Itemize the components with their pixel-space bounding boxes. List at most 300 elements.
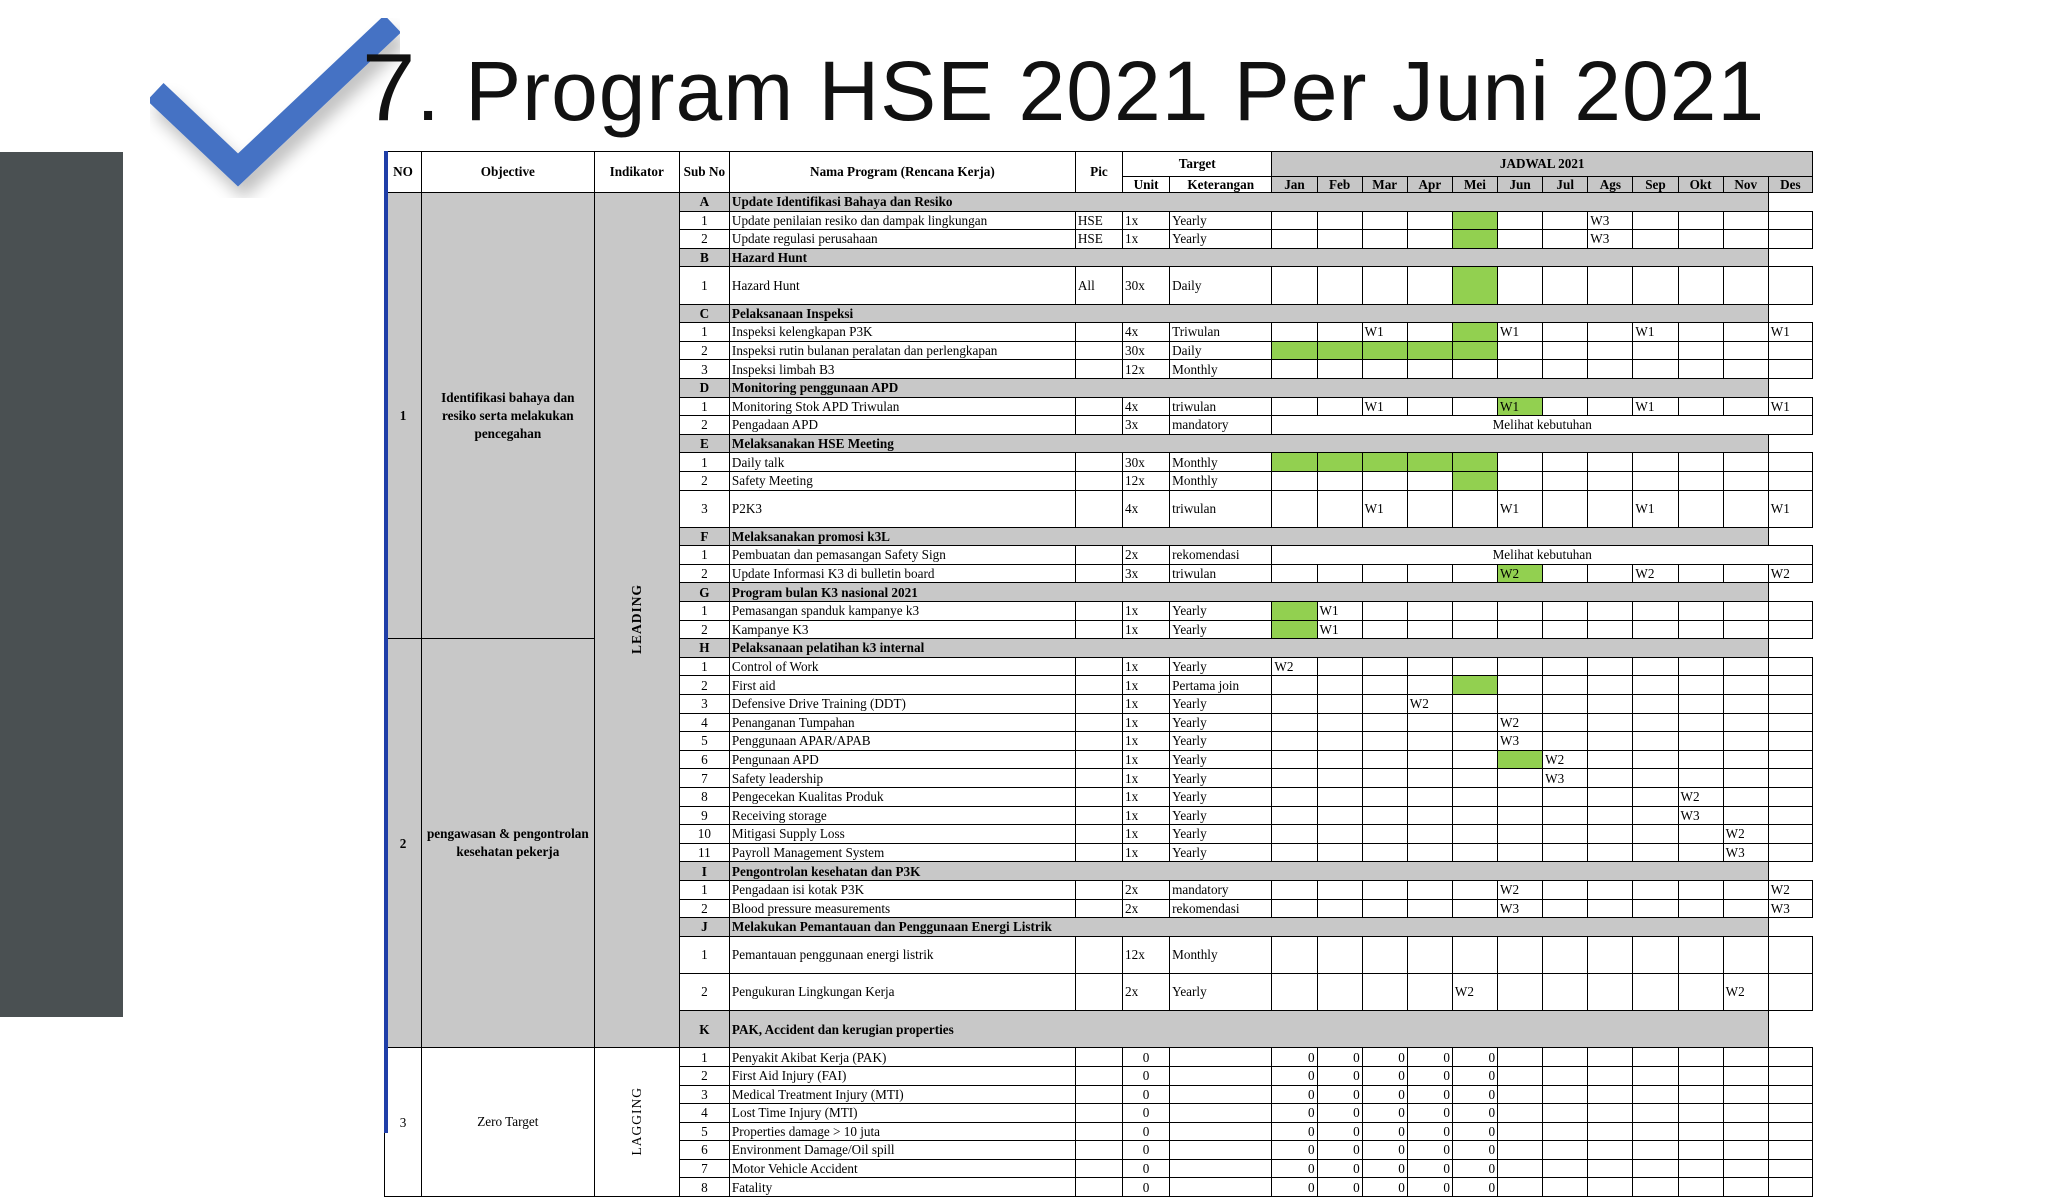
month-cell-feb: W1	[1317, 602, 1362, 621]
target-keterangan: Yearly	[1170, 620, 1272, 639]
month-cell-mei	[1452, 713, 1497, 732]
program-name: Safety leadership	[729, 769, 1075, 788]
month-cell-okt	[1678, 973, 1723, 1010]
month-cell-ags	[1588, 453, 1633, 472]
target-keterangan: Yearly	[1170, 769, 1272, 788]
month-cell-apr: 0	[1407, 1122, 1452, 1141]
month-cell-sep	[1633, 973, 1678, 1010]
month-cell-okt	[1678, 323, 1723, 342]
month-cell-feb	[1317, 843, 1362, 862]
target-keterangan	[1170, 1159, 1272, 1178]
month-cell-nov	[1723, 1104, 1768, 1123]
month-cell-des	[1768, 1159, 1812, 1178]
month-cell-mei: 0	[1452, 1104, 1497, 1123]
month-cell-jan: W2	[1272, 657, 1317, 676]
month-cell-mar	[1362, 769, 1407, 788]
month-cell-ags	[1588, 1141, 1633, 1160]
month-cell-sep	[1633, 880, 1678, 899]
month-cell-ags	[1588, 1066, 1633, 1085]
pic-cell	[1075, 1048, 1122, 1067]
month-cell-jul	[1543, 899, 1588, 918]
month-cell-mei: 0	[1452, 1048, 1497, 1067]
month-cell-apr	[1407, 267, 1452, 304]
month-header: Jul	[1543, 177, 1588, 193]
month-cell-ags	[1588, 620, 1633, 639]
month-cell-feb	[1317, 564, 1362, 583]
month-cell-jul	[1543, 230, 1588, 249]
month-cell-mar	[1362, 230, 1407, 249]
program-name: P2K3	[729, 490, 1075, 527]
target-keterangan: triwulan	[1170, 397, 1272, 416]
sub-no: 2	[679, 620, 729, 639]
month-cell-mar: 0	[1362, 1085, 1407, 1104]
month-cell-mar: 0	[1362, 1159, 1407, 1178]
target-unit: 12x	[1123, 360, 1170, 379]
section-letter: H	[679, 639, 729, 658]
sub-no: 5	[679, 1122, 729, 1141]
month-cell-apr	[1407, 657, 1452, 676]
month-cell-ags	[1588, 360, 1633, 379]
month-cell-sep	[1633, 899, 1678, 918]
program-name: Environment Damage/Oil spill	[729, 1141, 1075, 1160]
month-cell-des	[1768, 602, 1812, 621]
month-cell-sep	[1633, 843, 1678, 862]
month-cell-mar	[1362, 657, 1407, 676]
month-cell-jan	[1272, 453, 1317, 472]
section-title: Pelaksanaan pelatihan k3 internal	[729, 639, 1768, 658]
month-cell-jun	[1498, 825, 1543, 844]
target-keterangan: Yearly	[1170, 657, 1272, 676]
month-cell-ags	[1588, 880, 1633, 899]
target-unit: 1x	[1123, 602, 1170, 621]
month-cell-des	[1768, 1141, 1812, 1160]
title-number: 7	[362, 34, 417, 141]
month-cell-ags: W3	[1588, 211, 1633, 230]
month-cell-jun	[1498, 843, 1543, 862]
month-header: Des	[1768, 177, 1812, 193]
month-cell-nov: W3	[1723, 843, 1768, 862]
month-cell-feb	[1317, 936, 1362, 973]
section-letter: E	[679, 434, 729, 453]
sidebar-bar	[0, 152, 123, 1017]
month-cell-mei	[1452, 471, 1497, 490]
target-unit: 1x	[1123, 732, 1170, 751]
month-cell-mar	[1362, 899, 1407, 918]
target-unit: 0	[1123, 1122, 1170, 1141]
month-header: Nov	[1723, 177, 1768, 193]
month-cell-mar	[1362, 843, 1407, 862]
program-name: Monitoring Stok APD Triwulan	[729, 397, 1075, 416]
month-cell-mar	[1362, 713, 1407, 732]
month-cell-mei	[1452, 453, 1497, 472]
month-cell-des	[1768, 732, 1812, 751]
month-cell-apr	[1407, 936, 1452, 973]
pic-cell	[1075, 695, 1122, 714]
month-cell-ags	[1588, 1159, 1633, 1178]
month-cell-des	[1768, 806, 1812, 825]
month-cell-ags	[1588, 1085, 1633, 1104]
target-unit: 0	[1123, 1085, 1170, 1104]
month-cell-mar	[1362, 695, 1407, 714]
month-cell-apr	[1407, 750, 1452, 769]
month-cell-jan	[1272, 564, 1317, 583]
month-cell-nov	[1723, 341, 1768, 360]
month-cell-nov	[1723, 360, 1768, 379]
header-nama-program: Nama Program (Rencana Kerja)	[729, 152, 1075, 193]
program-name: Properties damage > 10 juta	[729, 1122, 1075, 1141]
month-cell-jul	[1543, 1066, 1588, 1085]
month-cell-mei	[1452, 564, 1497, 583]
month-cell-ags	[1588, 1104, 1633, 1123]
program-name: Penyakit Akibat Kerja (PAK)	[729, 1048, 1075, 1067]
month-cell-jan	[1272, 490, 1317, 527]
pic-cell	[1075, 880, 1122, 899]
pic-cell	[1075, 973, 1122, 1010]
schedule-note: Melihat kebutuhan	[1272, 416, 1813, 435]
month-cell-jan	[1272, 267, 1317, 304]
pic-cell	[1075, 1178, 1122, 1197]
month-cell-mar	[1362, 267, 1407, 304]
month-cell-okt	[1678, 564, 1723, 583]
sub-no: 8	[679, 788, 729, 807]
month-cell-jun	[1498, 657, 1543, 676]
pic-cell	[1075, 806, 1122, 825]
month-cell-nov	[1723, 397, 1768, 416]
target-keterangan: Monthly	[1170, 471, 1272, 490]
target-keterangan: Monthly	[1170, 453, 1272, 472]
month-cell-des: W1	[1768, 397, 1812, 416]
month-cell-mar	[1362, 880, 1407, 899]
month-cell-jan: 0	[1272, 1085, 1317, 1104]
month-cell-jul	[1543, 453, 1588, 472]
month-cell-apr: 0	[1407, 1141, 1452, 1160]
month-cell-sep	[1633, 1122, 1678, 1141]
month-cell-feb	[1317, 806, 1362, 825]
month-cell-nov	[1723, 695, 1768, 714]
month-cell-jul	[1543, 880, 1588, 899]
pic-cell: HSE	[1075, 211, 1122, 230]
month-cell-ags	[1588, 267, 1633, 304]
month-cell-feb	[1317, 230, 1362, 249]
month-cell-ags	[1588, 676, 1633, 695]
month-cell-sep	[1633, 1066, 1678, 1085]
month-cell-jan	[1272, 936, 1317, 973]
target-unit: 4x	[1123, 323, 1170, 342]
program-name: First aid	[729, 676, 1075, 695]
sub-no: 1	[679, 657, 729, 676]
month-cell-jan: 0	[1272, 1048, 1317, 1067]
month-cell-jul	[1543, 267, 1588, 304]
month-cell-ags	[1588, 843, 1633, 862]
month-cell-mei	[1452, 341, 1497, 360]
program-name: Update penilaian resiko dan dampak lingkungan	[729, 211, 1075, 230]
month-cell-okt	[1678, 211, 1723, 230]
sub-no: 7	[679, 1159, 729, 1178]
month-cell-mar	[1362, 788, 1407, 807]
month-cell-nov: W2	[1723, 973, 1768, 1010]
month-cell-jan	[1272, 788, 1317, 807]
month-cell-des: W2	[1768, 880, 1812, 899]
month-cell-mei: 0	[1452, 1159, 1497, 1178]
program-name: Pengecekan Kualitas Produk	[729, 788, 1075, 807]
pic-cell	[1075, 397, 1122, 416]
month-cell-jan: 0	[1272, 1122, 1317, 1141]
month-cell-sep	[1633, 769, 1678, 788]
pic-cell	[1075, 416, 1122, 435]
target-unit: 1x	[1123, 825, 1170, 844]
month-cell-jul	[1543, 695, 1588, 714]
month-cell-nov: W2	[1723, 825, 1768, 844]
month-cell-ags	[1588, 750, 1633, 769]
month-cell-mar	[1362, 620, 1407, 639]
month-cell-mei	[1452, 657, 1497, 676]
month-cell-apr: 0	[1407, 1048, 1452, 1067]
section-title: PAK, Accident dan kerugian properties	[729, 1011, 1768, 1048]
month-cell-okt	[1678, 657, 1723, 676]
month-cell-jan: 0	[1272, 1178, 1317, 1197]
target-unit: 2x	[1123, 973, 1170, 1010]
target-unit: 1x	[1123, 769, 1170, 788]
month-cell-mei	[1452, 323, 1497, 342]
sub-no: 3	[679, 360, 729, 379]
month-cell-sep	[1633, 1178, 1678, 1197]
target-unit: 3x	[1123, 416, 1170, 435]
month-cell-mar: W1	[1362, 490, 1407, 527]
month-cell-apr	[1407, 843, 1452, 862]
target-keterangan: Pertama join	[1170, 676, 1272, 695]
target-unit: 1x	[1123, 806, 1170, 825]
month-cell-jun	[1498, 1141, 1543, 1160]
month-cell-jul	[1543, 620, 1588, 639]
month-cell-apr	[1407, 397, 1452, 416]
month-cell-mei	[1452, 360, 1497, 379]
objective-text: pengawasan & pengontrolan kesehatan pekerja	[422, 639, 594, 1048]
month-cell-apr	[1407, 471, 1452, 490]
section-title: Update Identifikasi Bahaya dan Resiko	[729, 193, 1768, 212]
target-unit: 0	[1123, 1066, 1170, 1085]
month-cell-des	[1768, 695, 1812, 714]
month-cell-des	[1768, 1048, 1812, 1067]
month-cell-sep	[1633, 1104, 1678, 1123]
month-cell-feb: 0	[1317, 1085, 1362, 1104]
month-cell-jan	[1272, 360, 1317, 379]
sub-no: 6	[679, 750, 729, 769]
month-cell-apr	[1407, 453, 1452, 472]
objective-text: Identifikasi bahaya dan resiko serta melakukan pencegahan	[422, 193, 594, 639]
indikator-lagging: LAGGING	[628, 1086, 644, 1156]
sub-no: 5	[679, 732, 729, 751]
month-cell-apr	[1407, 713, 1452, 732]
header-sub-no: Sub No	[679, 152, 729, 193]
month-cell-jul	[1543, 1104, 1588, 1123]
month-cell-des	[1768, 1085, 1812, 1104]
month-cell-feb	[1317, 769, 1362, 788]
target-unit: 2x	[1123, 880, 1170, 899]
month-cell-jun	[1498, 620, 1543, 639]
target-keterangan: Monthly	[1170, 360, 1272, 379]
month-cell-nov	[1723, 750, 1768, 769]
month-cell-jun	[1498, 1122, 1543, 1141]
sub-no: 2	[679, 471, 729, 490]
month-cell-apr: 0	[1407, 1104, 1452, 1123]
month-cell-apr	[1407, 602, 1452, 621]
month-cell-mar: 0	[1362, 1066, 1407, 1085]
month-cell-sep	[1633, 1048, 1678, 1067]
month-cell-jan: 0	[1272, 1066, 1317, 1085]
month-cell-jan	[1272, 713, 1317, 732]
month-header: Mar	[1362, 177, 1407, 193]
month-cell-sep	[1633, 936, 1678, 973]
section-title: Melaksanakan promosi k3L	[729, 527, 1768, 546]
month-cell-jul	[1543, 825, 1588, 844]
month-cell-ags	[1588, 490, 1633, 527]
month-cell-feb: 0	[1317, 1048, 1362, 1067]
target-unit: 30x	[1123, 453, 1170, 472]
month-cell-feb	[1317, 397, 1362, 416]
month-cell-jul	[1543, 788, 1588, 807]
month-cell-feb	[1317, 880, 1362, 899]
month-cell-jun: W1	[1498, 323, 1543, 342]
month-cell-jan	[1272, 769, 1317, 788]
month-cell-okt	[1678, 936, 1723, 973]
month-cell-okt	[1678, 230, 1723, 249]
target-unit: 3x	[1123, 564, 1170, 583]
month-cell-jun	[1498, 806, 1543, 825]
month-cell-okt	[1678, 825, 1723, 844]
month-cell-ags	[1588, 713, 1633, 732]
month-cell-jul	[1543, 471, 1588, 490]
month-cell-des	[1768, 973, 1812, 1010]
month-cell-mei: 0	[1452, 1141, 1497, 1160]
sub-no: 2	[679, 341, 729, 360]
month-cell-sep	[1633, 211, 1678, 230]
sub-no: 3	[679, 695, 729, 714]
month-cell-jan	[1272, 695, 1317, 714]
month-cell-mei	[1452, 825, 1497, 844]
month-cell-mar: W1	[1362, 397, 1407, 416]
month-cell-apr	[1407, 620, 1452, 639]
pic-cell: HSE	[1075, 230, 1122, 249]
month-cell-sep	[1633, 825, 1678, 844]
section-title: Melaksanakan HSE Meeting	[729, 434, 1768, 453]
month-cell-nov	[1723, 713, 1768, 732]
month-cell-sep	[1633, 695, 1678, 714]
target-unit: 1x	[1123, 211, 1170, 230]
month-cell-mei	[1452, 695, 1497, 714]
month-cell-okt: W2	[1678, 788, 1723, 807]
target-unit: 1x	[1123, 230, 1170, 249]
section-letter: K	[679, 1011, 729, 1048]
target-keterangan: Daily	[1170, 341, 1272, 360]
target-unit: 0	[1123, 1159, 1170, 1178]
month-cell-mei	[1452, 267, 1497, 304]
sub-no: 2	[679, 564, 729, 583]
month-cell-apr	[1407, 973, 1452, 1010]
month-cell-mei	[1452, 899, 1497, 918]
month-cell-mar	[1362, 564, 1407, 583]
month-cell-des	[1768, 341, 1812, 360]
month-cell-feb	[1317, 695, 1362, 714]
month-cell-nov	[1723, 788, 1768, 807]
month-cell-ags: W3	[1588, 230, 1633, 249]
month-cell-jan	[1272, 230, 1317, 249]
month-cell-jul: W3	[1543, 769, 1588, 788]
month-cell-jan	[1272, 750, 1317, 769]
target-keterangan: mandatory	[1170, 416, 1272, 435]
month-cell-jun: W3	[1498, 732, 1543, 751]
month-cell-feb: 0	[1317, 1066, 1362, 1085]
month-cell-sep	[1633, 732, 1678, 751]
month-cell-apr	[1407, 676, 1452, 695]
target-keterangan: Yearly	[1170, 602, 1272, 621]
program-name: Daily talk	[729, 453, 1075, 472]
month-cell-ags	[1588, 788, 1633, 807]
month-cell-apr: 0	[1407, 1178, 1452, 1197]
target-keterangan: Yearly	[1170, 843, 1272, 862]
program-name: Pembuatan dan pemasangan Safety Sign	[729, 546, 1075, 565]
month-cell-nov	[1723, 1178, 1768, 1197]
month-cell-jan	[1272, 843, 1317, 862]
month-cell-nov	[1723, 267, 1768, 304]
month-cell-okt	[1678, 1141, 1723, 1160]
month-cell-feb	[1317, 267, 1362, 304]
month-cell-feb: 0	[1317, 1141, 1362, 1160]
pic-cell	[1075, 713, 1122, 732]
month-cell-jul	[1543, 341, 1588, 360]
month-cell-sep	[1633, 676, 1678, 695]
month-cell-sep	[1633, 1141, 1678, 1160]
month-cell-apr	[1407, 788, 1452, 807]
month-cell-nov	[1723, 323, 1768, 342]
month-cell-sep: W1	[1633, 490, 1678, 527]
program-name: Hazard Hunt	[729, 267, 1075, 304]
month-cell-sep	[1633, 230, 1678, 249]
month-cell-des	[1768, 936, 1812, 973]
month-cell-feb	[1317, 732, 1362, 751]
month-cell-mar	[1362, 676, 1407, 695]
month-cell-nov	[1723, 936, 1768, 973]
month-cell-ags	[1588, 602, 1633, 621]
month-cell-mei	[1452, 620, 1497, 639]
month-cell-mar	[1362, 360, 1407, 379]
sub-no: 4	[679, 713, 729, 732]
month-cell-jul	[1543, 211, 1588, 230]
section-row	[385, 193, 1813, 212]
month-cell-nov	[1723, 1048, 1768, 1067]
month-cell-nov	[1723, 453, 1768, 472]
section-title: Monitoring penggunaan APD	[729, 378, 1768, 397]
sub-no: 1	[679, 1048, 729, 1067]
month-cell-mei	[1452, 490, 1497, 527]
section-letter: G	[679, 583, 729, 602]
month-cell-sep: W1	[1633, 397, 1678, 416]
month-cell-mar: W1	[1362, 323, 1407, 342]
month-cell-mei: 0	[1452, 1085, 1497, 1104]
pic-cell	[1075, 899, 1122, 918]
month-cell-nov	[1723, 880, 1768, 899]
month-cell-des	[1768, 825, 1812, 844]
month-cell-ags	[1588, 769, 1633, 788]
month-header: Apr	[1407, 177, 1452, 193]
program-name: Kampanye K3	[729, 620, 1075, 639]
month-cell-jan: 0	[1272, 1159, 1317, 1178]
month-cell-sep	[1633, 602, 1678, 621]
pic-cell	[1075, 323, 1122, 342]
pic-cell	[1075, 1159, 1122, 1178]
target-keterangan: triwulan	[1170, 490, 1272, 527]
month-cell-feb	[1317, 360, 1362, 379]
section-title: Program bulan K3 nasional 2021	[729, 583, 1768, 602]
